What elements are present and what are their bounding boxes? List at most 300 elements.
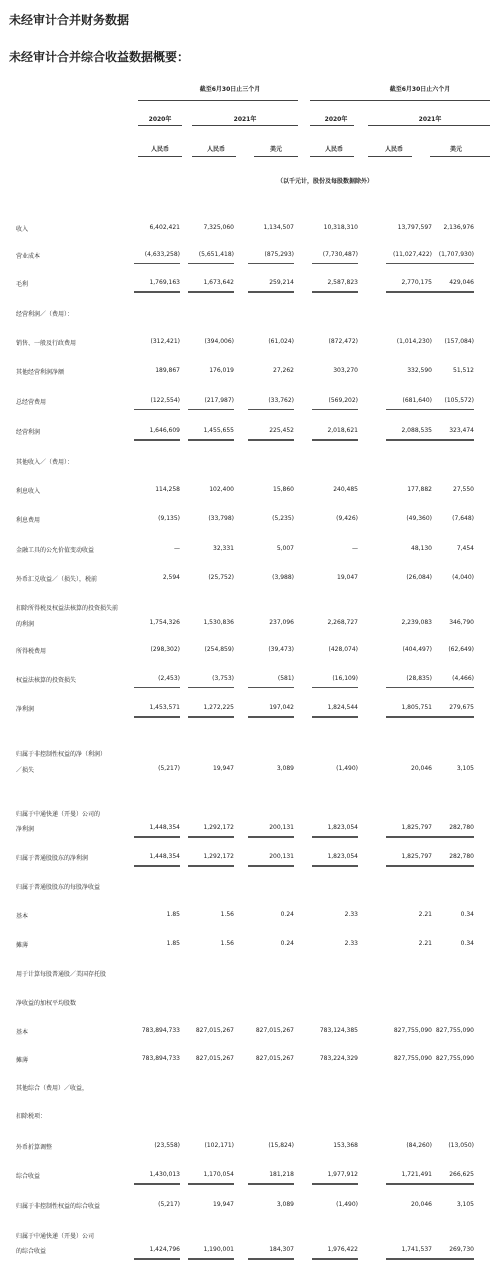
row-label: 扣除税项： (16, 1113, 47, 1120)
table-cell: 15,860 (273, 486, 294, 493)
table-cell: 2,587,823 (327, 279, 358, 286)
table-row (0, 853, 500, 863)
table-cell: 1,453,571 (149, 704, 180, 711)
table-cell: (569,202) (328, 397, 358, 404)
subtotal-rule (134, 409, 180, 410)
table-cell: (4,633,258) (144, 251, 180, 258)
table-row (0, 998, 500, 1008)
table-cell: 2,594 (162, 574, 180, 581)
year-header: 2021年 (418, 116, 442, 123)
table-cell: 1,272,225 (203, 704, 234, 711)
total-rule (134, 1183, 180, 1185)
total-rule (312, 439, 358, 441)
table-cell: (122,554) (150, 397, 180, 404)
row-label: 收入 (16, 226, 29, 233)
table-cell: (872,472) (328, 338, 358, 345)
table-row (0, 1246, 500, 1256)
table-cell: 200,131 (269, 853, 294, 860)
table-row (0, 603, 500, 613)
table-cell: 1.85 (166, 911, 180, 918)
row-label: 利息收入 (16, 488, 41, 495)
table-cell: (2,453) (158, 675, 180, 682)
table-cell: 827,755,090 (393, 1055, 432, 1062)
table-cell: (26,084) (406, 574, 432, 581)
period-header-3m: 截至6月30日止三个月 (199, 86, 261, 93)
table-row (0, 646, 500, 656)
section-title: 未经审计合并综合收益数据概要： (9, 50, 190, 64)
table-row (0, 911, 500, 921)
table-cell: 1,825,797 (401, 853, 432, 860)
year-header: 2020年 (324, 116, 348, 123)
table-cell: (3,753) (212, 675, 234, 682)
table-row (0, 224, 500, 234)
table-cell: 332,590 (407, 367, 432, 374)
table-cell: 827,015,267 (195, 1027, 234, 1034)
total-rule (248, 439, 294, 441)
year-rule (192, 125, 298, 126)
subtotal-rule (428, 409, 474, 410)
table-row (0, 338, 500, 348)
row-label: 其他经营利润净额 (16, 369, 65, 376)
table-cell: — (352, 545, 358, 552)
table-cell: 429,046 (449, 279, 474, 286)
table-row (0, 427, 500, 437)
subtotal-rule (134, 263, 180, 264)
total-rule (312, 291, 358, 293)
row-label: 金融工具的公允价值变动收益 (16, 547, 95, 554)
table-row (0, 824, 500, 834)
table-cell: (5,651,418) (198, 251, 234, 258)
table-row (0, 1231, 500, 1241)
table-cell: 27,550 (453, 486, 474, 493)
table-cell: 303,270 (333, 367, 358, 374)
table-cell: 1,754,326 (149, 619, 180, 626)
table-cell: (312,421) (150, 338, 180, 345)
table-cell: 0.24 (280, 940, 294, 947)
table-cell: 827,015,267 (255, 1055, 294, 1062)
table-cell: 2,239,083 (401, 619, 432, 626)
period-3m-rule (138, 100, 298, 101)
total-rule (248, 1258, 294, 1260)
row-label: 其他综合（费用）／收益， (16, 1085, 89, 1092)
table-cell: (33,798) (208, 515, 234, 522)
table-row (0, 515, 500, 525)
total-rule (188, 716, 234, 718)
table-cell: 48,130 (411, 545, 432, 552)
table-cell: (25,752) (208, 574, 234, 581)
total-rule (386, 1183, 432, 1185)
table-cell: 282,780 (449, 824, 474, 831)
row-label: 用于计算每股普通股／美国存托股 (16, 971, 107, 978)
table-row (0, 969, 500, 979)
table-cell: 177,882 (407, 486, 432, 493)
currency-rule (138, 156, 182, 157)
table-cell: 0.34 (460, 911, 474, 918)
table-cell: 266,625 (449, 1171, 474, 1178)
total-rule (312, 1183, 358, 1185)
table-cell: (1,490) (336, 1201, 358, 1208)
total-rule (312, 836, 358, 838)
row-label: 归属于普通股股东的每股净收益 (16, 884, 101, 891)
total-rule (312, 1258, 358, 1260)
table-row (0, 309, 500, 319)
row-label: 归属于中通快递（开曼）公司的 (16, 811, 101, 818)
table-cell: 19,947 (213, 1201, 234, 1208)
total-rule (248, 291, 294, 293)
table-cell: 1,824,544 (327, 704, 358, 711)
table-cell: 1,673,642 (203, 279, 234, 286)
total-rule (312, 716, 358, 718)
table-cell: (33,762) (268, 397, 294, 404)
currency-header: 美元 (269, 146, 282, 153)
table-cell: 153,368 (333, 1142, 358, 1149)
table-cell: 2,268,727 (327, 619, 358, 626)
table-row (0, 457, 500, 467)
row-label: 利息费用 (16, 517, 41, 524)
table-cell: (105,572) (444, 397, 474, 404)
table-row (0, 1055, 500, 1065)
subtotal-rule (248, 687, 294, 688)
row-label: 其他收入／（费用）： (16, 459, 74, 466)
row-label: 基本 (16, 1029, 29, 1036)
total-rule (188, 439, 234, 441)
subtotal-rule (134, 687, 180, 688)
row-label: ／损失 (16, 767, 35, 774)
table-cell: (11,027,422) (392, 251, 432, 258)
table-cell: (4,466) (452, 675, 474, 682)
table-cell: (13,050) (448, 1142, 474, 1149)
table-cell: 269,730 (449, 1246, 474, 1253)
row-label: 的利润 (16, 621, 35, 628)
table-cell: 827,755,090 (435, 1027, 474, 1034)
total-rule (188, 836, 234, 838)
table-row (0, 704, 500, 714)
row-label: 净收益的加权平均股数 (16, 1000, 77, 1007)
table-row (0, 1083, 500, 1093)
year-rule (368, 125, 490, 126)
table-cell: 27,262 (273, 367, 294, 374)
total-rule (134, 716, 180, 718)
currency-rule (310, 156, 354, 157)
table-cell: (428,074) (328, 646, 358, 653)
table-row (0, 809, 500, 819)
total-rule (188, 291, 234, 293)
table-cell: 10,318,310 (323, 224, 358, 231)
row-label: 归属于中通快递（开曼）公司 (16, 1233, 95, 1240)
total-rule (188, 1183, 234, 1185)
table-row (0, 619, 500, 629)
table-cell: (28,835) (406, 675, 432, 682)
table-cell: 51,512 (453, 367, 474, 374)
currency-header: 人民币 (206, 146, 225, 153)
row-label: 毛利 (16, 281, 29, 288)
table-cell: 323,474 (449, 427, 474, 434)
subtotal-rule (188, 687, 234, 688)
table-cell: (4,040) (452, 574, 474, 581)
table-cell: 827,755,090 (435, 1055, 474, 1062)
table-cell: 2,770,175 (401, 279, 432, 286)
table-cell: (157,084) (444, 338, 474, 345)
table-row (0, 251, 500, 261)
table-cell: (404,497) (402, 646, 432, 653)
subtotal-rule (386, 409, 432, 410)
row-label: 外币汇兑收益／（损失），税前 (16, 576, 98, 583)
table-row (0, 574, 500, 584)
table-cell: 1,769,163 (149, 279, 180, 286)
table-cell: 3,105 (456, 1201, 474, 1208)
table-cell: 20,046 (411, 765, 432, 772)
row-label: 扣除所得税及权益法核算的投资损失前 (16, 605, 119, 612)
table-cell: (16,109) (332, 675, 358, 682)
currency-rule (368, 156, 412, 157)
table-cell: 0.24 (280, 911, 294, 918)
table-cell: 279,675 (449, 704, 474, 711)
table-row (0, 1142, 500, 1152)
table-cell: 1,530,836 (203, 619, 234, 626)
total-rule (386, 439, 432, 441)
table-cell: 237,096 (269, 619, 294, 626)
currency-header: 人民币 (384, 146, 403, 153)
table-cell: (1,707,930) (438, 251, 474, 258)
table-cell: 0.34 (460, 940, 474, 947)
table-cell: 5,007 (276, 545, 294, 552)
subtotal-rule (428, 263, 474, 264)
total-rule (188, 1258, 234, 1260)
currency-header: 人民币 (324, 146, 343, 153)
table-cell: 32,331 (213, 545, 234, 552)
table-cell: — (174, 545, 180, 552)
subtotal-rule (312, 263, 358, 264)
table-cell: 2.33 (344, 911, 358, 918)
table-cell: 2.21 (418, 940, 432, 947)
table-cell: 1,823,054 (327, 824, 358, 831)
total-rule (134, 439, 180, 441)
table-cell: 181,218 (269, 1171, 294, 1178)
row-label: 净利润 (16, 826, 35, 833)
table-cell: 1.85 (166, 940, 180, 947)
table-row (0, 279, 500, 289)
row-label: 的综合收益 (16, 1248, 47, 1255)
table-cell: 19,947 (213, 765, 234, 772)
table-row (0, 675, 500, 685)
subtotal-rule (428, 687, 474, 688)
table-cell: 200,131 (269, 824, 294, 831)
table-cell: 783,894,733 (141, 1027, 180, 1034)
row-label: 综合收益 (16, 1173, 41, 1180)
table-cell: 3,089 (276, 765, 294, 772)
table-cell: 114,258 (155, 486, 180, 493)
table-cell: (49,360) (406, 515, 432, 522)
total-rule (386, 291, 432, 293)
subtotal-rule (248, 263, 294, 264)
table-cell: (681,640) (402, 397, 432, 404)
row-label: 经营利润／（费用）： (16, 311, 74, 318)
table-cell: 1.56 (220, 940, 234, 947)
table-cell: (1,490) (336, 765, 358, 772)
table-row (0, 765, 500, 775)
table-cell: 1,448,354 (149, 853, 180, 860)
table-cell: 783,894,733 (141, 1055, 180, 1062)
row-label: 权益法核算的投资损失 (16, 677, 77, 684)
table-cell: (1,014,230) (396, 338, 432, 345)
table-cell: (394,006) (204, 338, 234, 345)
year-rule (138, 125, 182, 126)
period-header-6m: 截至6月30日止六个月 (389, 86, 451, 93)
table-cell: 783,124,385 (319, 1027, 358, 1034)
currency-rule (192, 156, 236, 157)
subtotal-rule (312, 687, 358, 688)
table-cell: 2.33 (344, 940, 358, 947)
table-cell: 19,047 (337, 574, 358, 581)
table-cell: 1,455,655 (203, 427, 234, 434)
table-cell: 1,976,422 (327, 1246, 358, 1253)
table-cell: 7,325,060 (203, 224, 234, 231)
table-cell: 1,805,751 (401, 704, 432, 711)
table-row (0, 1201, 500, 1211)
row-label: 基本 (16, 913, 29, 920)
row-label: 净利润 (16, 706, 35, 713)
row-label: 摊薄 (16, 942, 29, 949)
table-cell: 827,755,090 (393, 1027, 432, 1034)
table-cell: 6,402,421 (149, 224, 180, 231)
table-cell: 197,042 (269, 704, 294, 711)
table-cell: 1,721,491 (401, 1171, 432, 1178)
year-header: 2021年 (233, 116, 257, 123)
row-label: 总经营费用 (16, 399, 47, 406)
table-cell: (7,730,487) (322, 251, 358, 258)
table-cell: (298,302) (150, 646, 180, 653)
table-cell: 2,088,535 (401, 427, 432, 434)
table-row (0, 397, 500, 407)
total-rule (248, 716, 294, 718)
table-cell: (9,426) (336, 515, 358, 522)
table-cell: 3,105 (456, 765, 474, 772)
total-rule (312, 865, 358, 867)
total-rule (134, 865, 180, 867)
table-cell: (5,217) (158, 1201, 180, 1208)
table-cell: 827,015,267 (255, 1027, 294, 1034)
subtotal-rule (386, 263, 432, 264)
table-cell: 1.56 (220, 911, 234, 918)
row-label: 营业成本 (16, 253, 41, 260)
table-cell: (62,649) (448, 646, 474, 653)
total-rule (428, 716, 474, 718)
total-rule (428, 291, 474, 293)
total-rule (428, 836, 474, 838)
total-rule (386, 716, 432, 718)
table-cell: (9,135) (158, 515, 180, 522)
table-cell: 3,089 (276, 1201, 294, 1208)
table-cell: (102,171) (204, 1142, 234, 1149)
table-cell: (581) (277, 675, 294, 682)
table-row (0, 749, 500, 759)
table-cell: 827,015,267 (195, 1055, 234, 1062)
table-cell: 2,018,621 (327, 427, 358, 434)
total-rule (248, 836, 294, 838)
total-rule (248, 1183, 294, 1185)
table-cell: 1,448,354 (149, 824, 180, 831)
table-row (0, 367, 500, 377)
document-title: 未经审计合并财务数据 (9, 13, 130, 27)
table-cell: 1,741,537 (401, 1246, 432, 1253)
table-cell: (84,260) (406, 1142, 432, 1149)
table-cell: 1,825,797 (401, 824, 432, 831)
currency-rule (430, 156, 490, 157)
total-rule (248, 865, 294, 867)
row-label: 摊薄 (16, 1057, 29, 1064)
unit-note: （以千元计，股份及每股数据除外） (276, 178, 373, 185)
row-label: 归属于普通股股东的净利润 (16, 855, 89, 862)
table-cell: (39,473) (268, 646, 294, 653)
total-rule (386, 1258, 432, 1260)
row-label: 经营利润 (16, 429, 41, 436)
total-rule (188, 865, 234, 867)
table-row (0, 1027, 500, 1037)
table-cell: 7,454 (456, 545, 474, 552)
subtotal-rule (248, 409, 294, 410)
table-cell: 184,307 (269, 1246, 294, 1253)
table-cell: 783,224,329 (319, 1055, 358, 1062)
total-rule (134, 836, 180, 838)
table-cell: 1,170,054 (203, 1171, 234, 1178)
table-cell: 2.21 (418, 911, 432, 918)
total-rule (428, 439, 474, 441)
row-label: 归属于非控制性权益的净（利润） (16, 751, 107, 758)
table-cell: 189,867 (155, 367, 180, 374)
table-row (0, 1111, 500, 1121)
table-cell: 1,977,912 (327, 1171, 358, 1178)
row-label: 销售、一般及行政费用 (16, 340, 77, 347)
table-cell: 1,190,001 (203, 1246, 234, 1253)
table-cell: 259,214 (269, 279, 294, 286)
table-cell: (875,293) (264, 251, 294, 258)
total-rule (134, 291, 180, 293)
table-cell: (61,024) (268, 338, 294, 345)
table-row (0, 1171, 500, 1181)
table-cell: (23,558) (154, 1142, 180, 1149)
table-cell: 20,046 (411, 1201, 432, 1208)
table-row (0, 882, 500, 892)
table-cell: 1,292,172 (203, 853, 234, 860)
table-cell: 176,019 (209, 367, 234, 374)
table-cell: (254,859) (204, 646, 234, 653)
table-cell: 1,646,609 (149, 427, 180, 434)
table-cell: 240,485 (333, 486, 358, 493)
table-cell: 1,823,054 (327, 853, 358, 860)
subtotal-rule (386, 687, 432, 688)
table-cell: 2,136,976 (443, 224, 474, 231)
table-cell: (15,824) (268, 1142, 294, 1149)
total-rule (386, 836, 432, 838)
subtotal-rule (312, 409, 358, 410)
table-cell: (5,217) (158, 765, 180, 772)
table-cell: 1,424,796 (149, 1246, 180, 1253)
row-label: 归属于非控制性权益的综合收益 (16, 1203, 101, 1210)
row-label: 外币折算调整 (16, 1144, 53, 1151)
table-cell: 13,797,597 (397, 224, 432, 231)
year-header: 2020年 (148, 116, 172, 123)
table-row (0, 486, 500, 496)
currency-header: 美元 (449, 146, 462, 153)
total-rule (134, 1258, 180, 1260)
table-row (0, 940, 500, 950)
currency-rule (254, 156, 298, 157)
subtotal-rule (188, 409, 234, 410)
table-cell: (217,987) (204, 397, 234, 404)
currency-header: 人民币 (150, 146, 169, 153)
table-cell: (5,235) (272, 515, 294, 522)
table-cell: 1,430,013 (149, 1171, 180, 1178)
